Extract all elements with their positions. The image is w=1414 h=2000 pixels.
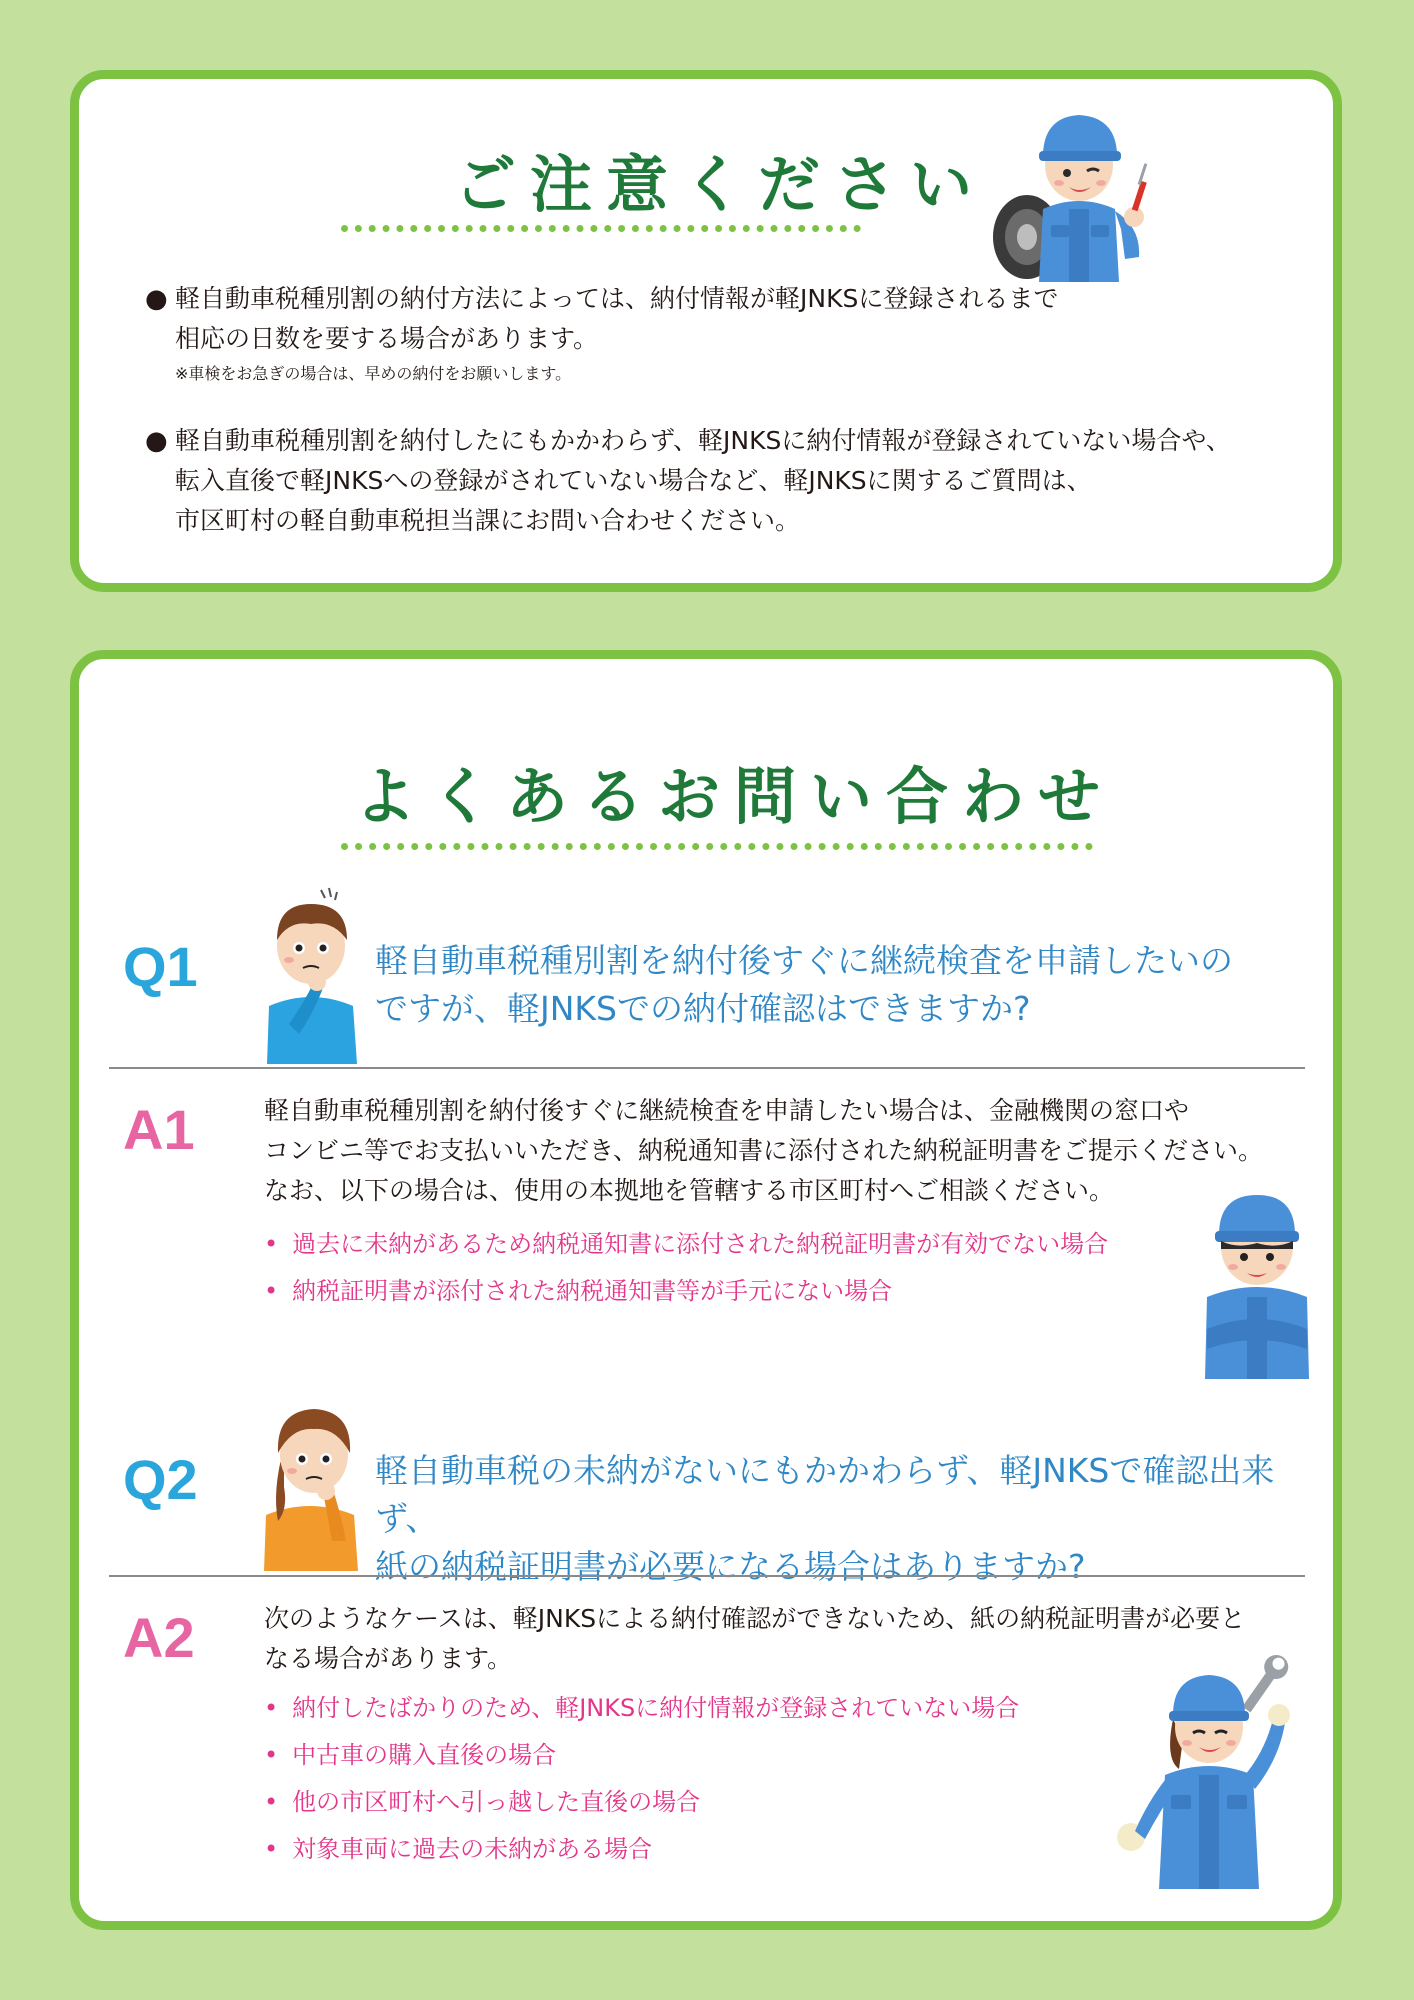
notice-bullet-2 [145, 421, 1295, 541]
question-label: Q1 [123, 935, 198, 998]
dotted-divider [341, 843, 1093, 850]
bullet-marker: ● [145, 284, 168, 314]
list-item: • 納税証明書が添付された納税通知書等が手元にない場合 [264, 1268, 1108, 1315]
girl-thinking-illustration [254, 1391, 374, 1571]
mechanic-with-wrench-illustration [1109, 1649, 1309, 1889]
qa-divider [109, 1067, 1305, 1069]
mechanic-arms-crossed-illustration [1197, 1179, 1317, 1379]
notice-title: ご注意ください [454, 148, 987, 221]
question-text: 軽自動車税の未納がないにもかかわらず、軽JNKSで確認出来ず、 紙の納税証明書が必要になる場合はありますか? [375, 1451, 1275, 1586]
list-item: • 過去に未納があるため納税通知書に添付された納税証明書が有効でない場合 [264, 1221, 1108, 1268]
answer-text: 次のようなケースは、軽JNKSによる納付確認ができないため、紙の納税証明書が必要と なる場合があります。 [264, 1604, 1246, 1673]
faq-card [70, 650, 1342, 1930]
list-item: • 対象車両に過去の未納がある場合 [264, 1826, 1019, 1873]
notice-bullet-1 [145, 279, 1295, 384]
question-text: 軽自動車税種別割を納付後すぐに継続検査を申請したいの ですが、軽JNKSでの納付確認はできますか? [375, 941, 1233, 1028]
notice-card [70, 70, 1342, 592]
notice-bullet-note: ※車検をお急ぎの場合は、早めの納付をお願いします。 [175, 364, 572, 383]
list-item: • 納付したばかりのため、軽JNKSに納付情報が登録されていない場合 [264, 1685, 1019, 1732]
notice-bullet-text: 軽自動車税種別割の納付方法によっては、納付情報が軽JNKSに登録されるまで 相応の日数を要する場合があります。 [175, 284, 1059, 353]
answer-case-list [264, 1221, 1108, 1315]
bullet-marker: ● [145, 426, 168, 456]
answer-label: A1 [123, 1098, 195, 1161]
dotted-divider [341, 225, 861, 232]
notice-bullet-text: 軽自動車税種別割を納付したにもかかわらず、軽JNKSに納付情報が登録されていない場合や、 転入直後で軽JNKSへの登録がされていない場合など、軽JNKSに関するご質問は、 市区町村の軽自動車税担当課にお問い合わせください。 [175, 426, 1231, 535]
faq-title: よくあるお問い合わせ [354, 760, 1115, 833]
answer-text: 軽自動車税種別割を納付後すぐに継続検査を申請したい場合は、金融機関の窓口や コンビニ等でお支払いいただき、納税通知書に添付された納税証明書をご提示ください。 なお、以下の場合は、使用の本拠地を管轄する市区町村へご相談ください。 [264, 1096, 1264, 1205]
question-label: Q2 [123, 1448, 198, 1511]
answer-label: A2 [123, 1606, 195, 1669]
mechanic-with-tire-illustration [969, 97, 1199, 282]
qa-divider [109, 1575, 1305, 1577]
boy-thinking-illustration [259, 884, 369, 1064]
list-item: • 中古車の購入直後の場合 [264, 1732, 1019, 1779]
list-item: • 他の市区町村へ引っ越した直後の場合 [264, 1779, 1019, 1826]
answer-case-list [264, 1685, 1019, 1873]
